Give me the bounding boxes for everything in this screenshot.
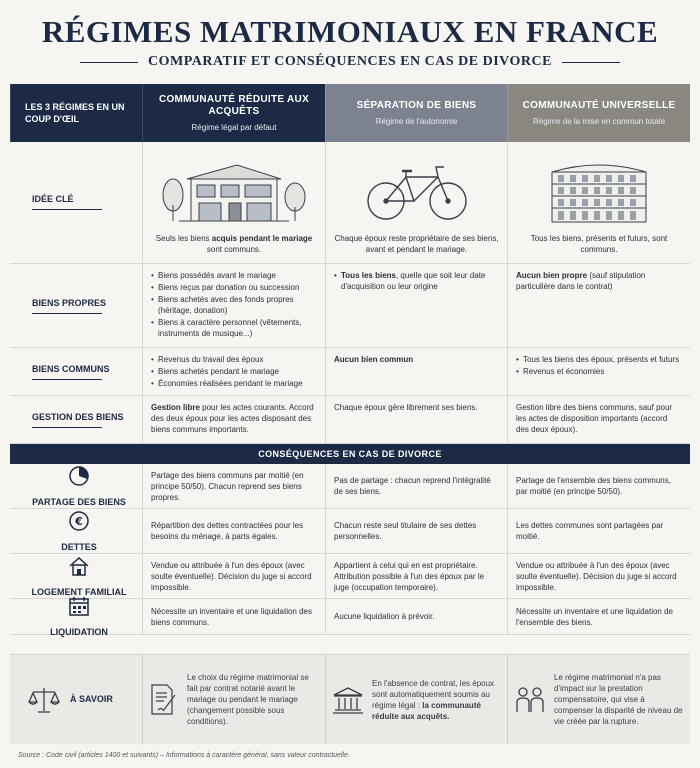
header-communaute-reduite xyxy=(142,84,325,142)
courthouse-icon xyxy=(332,685,364,715)
communs-text-c2: Aucun bien commun xyxy=(334,355,414,364)
cell-communs-c1 xyxy=(142,348,325,395)
cell-logement-c1: Vendue ou attribuée à l'un des époux (avec soulte éventuelle). Décision du juge si accord impossible. xyxy=(142,554,325,598)
cell-logement-c2: Appartient à celui qui en est propriétaire. Attribution possible à l'un des époux par le juge (occupation temporaire). xyxy=(325,554,507,598)
header-communaute-universelle xyxy=(507,84,690,142)
list-item: • Économies réalisées pendant le mariage xyxy=(151,378,317,389)
cell-partage-c2: Pas de partage : chacun reprend l'intégralité de ses biens. xyxy=(325,464,507,508)
row-label-underline xyxy=(32,313,102,314)
row-liquidation xyxy=(10,599,690,635)
row-label xyxy=(10,396,142,443)
cell-idee-c2 xyxy=(325,142,507,263)
cell-gestion-c3: Gestion libre des biens communs, sauf pour les actes de disposition importants (accord des deux époux). xyxy=(507,396,690,443)
row-biens-communs xyxy=(10,348,690,396)
list-item: • Biens reçus par donation ou succession xyxy=(151,282,317,293)
list-item: • Revenus du travail des époux xyxy=(151,354,317,365)
list-item: • Biens achetés avec des fonds propres (héritage, donation) xyxy=(151,294,317,316)
a-savoir-text-2: En l'absence de contrat, les époux sont automatiquement soumis au régime légal : la communauté réduite aux acquêts. xyxy=(372,678,495,721)
row-label-underline xyxy=(32,209,102,210)
row-dettes xyxy=(10,509,690,554)
idee-text-c2: Chaque époux reste propriétaire de ses biens, avant et pendant le mariage. xyxy=(334,234,499,254)
header-title: COMMUNAUTÉ RÉDUITE AUX ACQUÊTS xyxy=(158,93,310,117)
cell-partage-c3: Partage de l'ensemble des biens communs, par moitié (en principe 50/50). xyxy=(507,464,690,508)
bicycle-illustration xyxy=(334,148,499,233)
header-sub: Régime de la mise en commun totale xyxy=(532,116,666,126)
cell-liquidation-c2: Aucune liquidation à prévoir. xyxy=(325,599,507,634)
source-footnote: Source : Code civil (articles 1400 et suivants) – Informations à caractère général, sans valeur contractuelle. xyxy=(18,752,350,759)
row-label-text: GESTION DES BIENS xyxy=(32,411,124,422)
page-subtitle: COMPARATIF ET CONSÉQUENCES EN CAS DE DIVORCE xyxy=(148,54,552,69)
idee-text-c1: Seuls les biens acquis pendant le mariage sont communs. xyxy=(155,234,313,254)
row-label-underline xyxy=(32,379,102,380)
header-title: SÉPARATION DE BIENS xyxy=(356,99,477,111)
pie-chart-icon xyxy=(68,465,90,487)
page-title: RÉGIMES MATRIMONIAUX EN FRANCE xyxy=(41,14,659,49)
a-savoir-section xyxy=(10,654,690,744)
svg-text:€: € xyxy=(75,514,83,528)
a-savoir-label-cell xyxy=(10,655,142,744)
row-label xyxy=(10,142,142,263)
list-item: • Revenus et économies xyxy=(516,366,682,377)
a-savoir-text-1: Le choix du régime matrimonial se fait par contrat notarié avant le mariage ou pendant le mariage (changement possible sous conditions). xyxy=(187,673,309,726)
cell-logement-c3: Vendue ou attribuée à l'un des époux (avec soulte éventuelle). Décision du juge si accord impossible. xyxy=(507,554,690,598)
idee-text-c3: Tous les biens, présents et futurs, sont communs. xyxy=(530,234,668,254)
calendar-icon xyxy=(68,595,90,617)
list-item: • Tous les biens, quelle que soit leur date d'acquisition ou leur origine xyxy=(334,270,499,292)
cell-propres-c3 xyxy=(507,264,690,347)
row-biens-propres xyxy=(10,264,690,348)
cell-gestion-c2: Chaque époux gère librement ses biens. xyxy=(325,396,507,443)
row-gestion xyxy=(10,396,690,444)
a-savoir-cell-1 xyxy=(142,655,325,744)
modern-house-icon xyxy=(159,155,309,227)
row-label xyxy=(10,509,142,553)
list-item: • Biens à caractère personnel (vêtements, instruments de musique...) xyxy=(151,317,317,339)
row-label-text: LIQUIDATION xyxy=(50,627,108,637)
house-illustration xyxy=(151,148,317,233)
row-idee-cle xyxy=(10,142,690,264)
list-item: • Tous les biens des époux, présents et futurs xyxy=(516,354,682,365)
cell-communs-c2 xyxy=(325,348,507,395)
euro-icon xyxy=(68,510,90,532)
cell-liquidation-c1: Nécessite un inventaire et une liquidation des biens communs. xyxy=(142,599,325,634)
cell-propres-c1 xyxy=(142,264,325,347)
subtitle-row xyxy=(0,54,700,70)
cell-idee-c1 xyxy=(142,142,325,263)
row-partage xyxy=(10,464,690,509)
a-savoir-label: À SAVOIR xyxy=(70,694,113,704)
header-sub: Régime de l'autonomie xyxy=(375,116,458,126)
row-label xyxy=(10,554,142,598)
list-item: • Biens achetés pendant le mariage xyxy=(151,366,317,377)
a-savoir-cell-3 xyxy=(507,655,690,744)
house-icon xyxy=(68,555,90,577)
cell-liquidation-c3: Nécessite un inventaire et une liquidation de l'ensemble des biens. xyxy=(507,599,690,634)
row-label-text: LOGEMENT FAMILIAL xyxy=(31,586,127,597)
two-people-icon xyxy=(514,685,546,715)
table-header xyxy=(10,84,690,142)
row-label xyxy=(10,464,142,508)
a-savoir-text-3: Le régime matrimonial n'a pas d'impact sur la prestation compensatoire, qui vise à compenser la disparité de niveau de vie créée par la rupture. xyxy=(554,673,683,726)
row-label-text: BIENS PROPRES xyxy=(32,297,107,308)
row-label-text: IDÉE CLÉ xyxy=(32,193,74,204)
propres-text-c3: Aucun bien propre (sauf stipulation particulière dans le contrat) xyxy=(516,271,646,291)
subtitle-rule-left xyxy=(80,62,138,63)
header-sub: Régime légal par défaut xyxy=(191,122,277,132)
row-label-text: PARTAGE DES BIENS xyxy=(32,496,126,507)
row-label xyxy=(10,264,142,347)
row-label-text: BIENS COMMUNS xyxy=(32,363,110,374)
a-savoir-cell-2 xyxy=(325,655,507,744)
cell-dettes-c2: Chacun reste seul titulaire de ses dettes personnelles. xyxy=(325,509,507,553)
cell-idee-c3 xyxy=(507,142,690,263)
scales-icon xyxy=(28,685,60,715)
cell-gestion-c1: Gestion libre pour les actes courants. Accord des deux époux pour les actes disposant des biens communs importants. xyxy=(142,396,325,443)
row-logement xyxy=(10,554,690,599)
cell-propres-c2 xyxy=(325,264,507,347)
cell-partage-c1: Partage des biens communs par moitié (en principe 50/50). Chacun reprend ses biens propres. xyxy=(142,464,325,508)
row-label xyxy=(10,348,142,395)
row-label xyxy=(10,599,142,637)
subtitle-rule-right xyxy=(562,62,620,63)
contract-pen-icon xyxy=(149,683,179,717)
header-separation xyxy=(325,84,507,142)
apartment-building-icon xyxy=(544,156,654,226)
divorce-section-header: CONSÉQUENCES EN CAS DE DIVORCE xyxy=(10,444,690,464)
building-illustration xyxy=(516,148,682,233)
comparison-table xyxy=(10,84,690,444)
cell-dettes-c1: Répartition des dettes contractées pour les besoins du ménage, à parts égales. xyxy=(142,509,325,553)
row-label-text: DETTES xyxy=(61,541,97,552)
bicycle-icon xyxy=(362,159,472,223)
list-item: • Biens possédés avant le mariage xyxy=(151,270,317,281)
header-corner: LES 3 RÉGIMES EN UN COUP D'ŒIL xyxy=(10,84,142,142)
consequences-table xyxy=(10,464,690,635)
cell-communs-c3 xyxy=(507,348,690,395)
row-label-underline xyxy=(32,427,102,428)
header-title: COMMUNAUTÉ UNIVERSELLE xyxy=(522,99,676,111)
cell-dettes-c3: Les dettes communes sont partagées par moitié. xyxy=(507,509,690,553)
